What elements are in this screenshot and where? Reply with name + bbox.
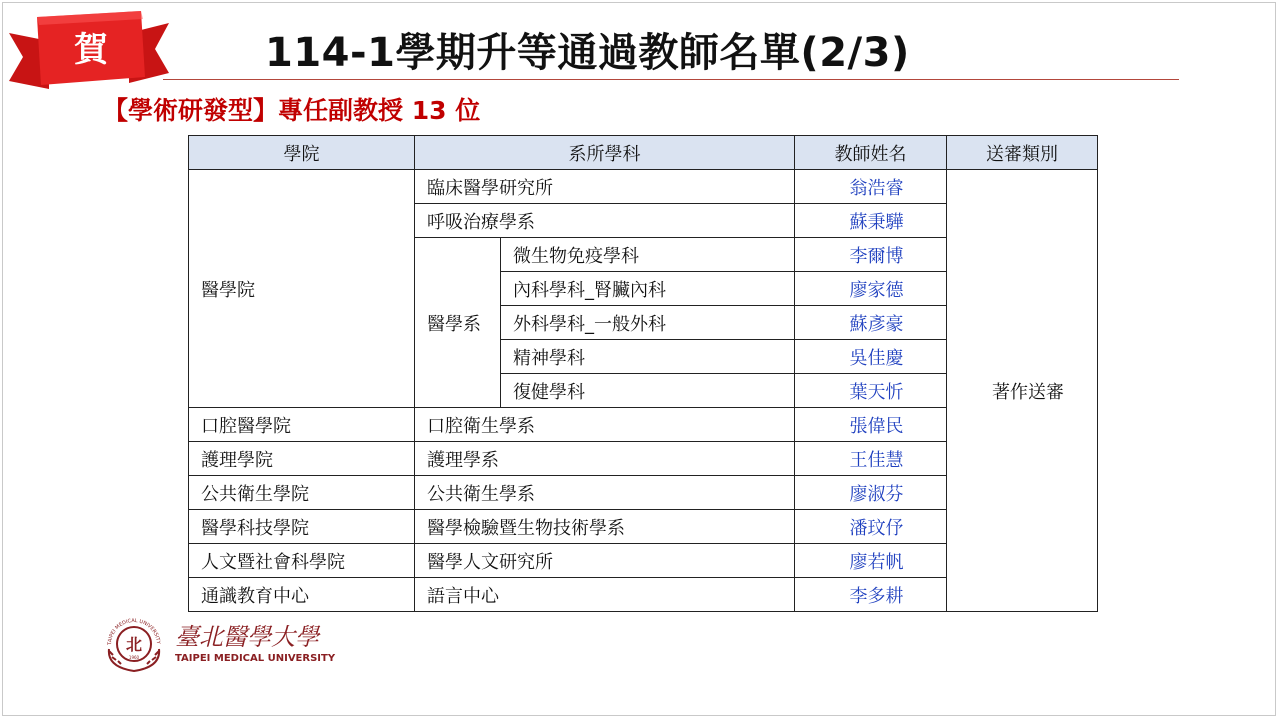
teacher-name: 潘玟伃 xyxy=(795,510,947,544)
header-department: 系所學科 xyxy=(415,136,795,170)
college-cell: 醫學科技學院 xyxy=(189,510,415,544)
teacher-name: 翁浩睿 xyxy=(795,170,947,204)
slide xyxy=(2,2,1276,716)
subject-cell: 精神學科 xyxy=(501,340,795,374)
badge-text: 賀 xyxy=(74,30,108,70)
college-cell: 護理學院 xyxy=(189,442,415,476)
svg-text:1960: 1960 xyxy=(128,655,140,660)
college-cell: 口腔醫學院 xyxy=(189,408,415,442)
university-name-en: TAIPEI MEDICAL UNIVERSITY xyxy=(175,653,336,664)
page-subtitle: 【學術研發型】專任副教授 13 位 xyxy=(103,96,481,125)
teacher-name: 吳佳慶 xyxy=(795,340,947,374)
college-cell: 公共衛生學院 xyxy=(189,476,415,510)
page-title: 114-1學期升等通過教師名單(2/3) xyxy=(265,30,910,76)
teacher-name: 蘇彥豪 xyxy=(795,306,947,340)
department-cell: 護理學系 xyxy=(415,442,795,476)
subject-cell: 內科學科_腎臟內科 xyxy=(501,272,795,306)
teacher-name: 廖若帆 xyxy=(795,544,947,578)
teacher-name: 廖家德 xyxy=(795,272,947,306)
teacher-name: 李爾博 xyxy=(795,238,947,272)
teacher-name: 王佳慧 xyxy=(795,442,947,476)
college-cell: 通識教育中心 xyxy=(189,578,415,612)
teacher-name: 廖淑芬 xyxy=(795,476,947,510)
subject-cell: 復健學科 xyxy=(501,374,795,408)
department-cell: 呼吸治療學系 xyxy=(415,204,795,238)
subject-cell: 微生物免疫學科 xyxy=(501,238,795,272)
university-logo xyxy=(103,615,336,673)
college-cell: 人文暨社會科學院 xyxy=(189,544,415,578)
header-teacher: 教師姓名 xyxy=(795,136,947,170)
table-header-row xyxy=(189,136,1098,170)
department-cell: 臨床醫學研究所 xyxy=(415,170,795,204)
congratulation-ribbon xyxy=(9,11,169,103)
teacher-name: 李多耕 xyxy=(795,578,947,612)
subject-cell: 外科學科_一般外科 xyxy=(501,306,795,340)
review-type-cell: 著作送審 xyxy=(947,170,1098,612)
header-review-type: 送審類別 xyxy=(947,136,1098,170)
teacher-name: 蘇秉驊 xyxy=(795,204,947,238)
department-cell: 醫學人文研究所 xyxy=(415,544,795,578)
svg-text:北: 北 xyxy=(125,635,143,654)
teacher-name: 葉天忻 xyxy=(795,374,947,408)
header-college: 學院 xyxy=(189,136,415,170)
promotion-table xyxy=(188,135,1098,612)
title-divider xyxy=(163,79,1179,80)
department-cell: 公共衛生學系 xyxy=(415,476,795,510)
svg-text:TAIPEI MEDICAL UNIVERSITY: TAIPEI MEDICAL UNIVERSITY xyxy=(106,617,162,646)
teacher-name: 張偉民 xyxy=(795,408,947,442)
department-cell: 口腔衛生學系 xyxy=(415,408,795,442)
university-name-zh: 臺北醫學大學 xyxy=(175,623,319,651)
table-row xyxy=(189,170,1098,204)
department-cell: 語言中心 xyxy=(415,578,795,612)
department-cell: 醫學檢驗暨生物技術學系 xyxy=(415,510,795,544)
university-seal-icon xyxy=(103,615,165,673)
college-cell: 醫學院 xyxy=(189,170,415,408)
department-cell: 醫學系 xyxy=(415,238,501,408)
